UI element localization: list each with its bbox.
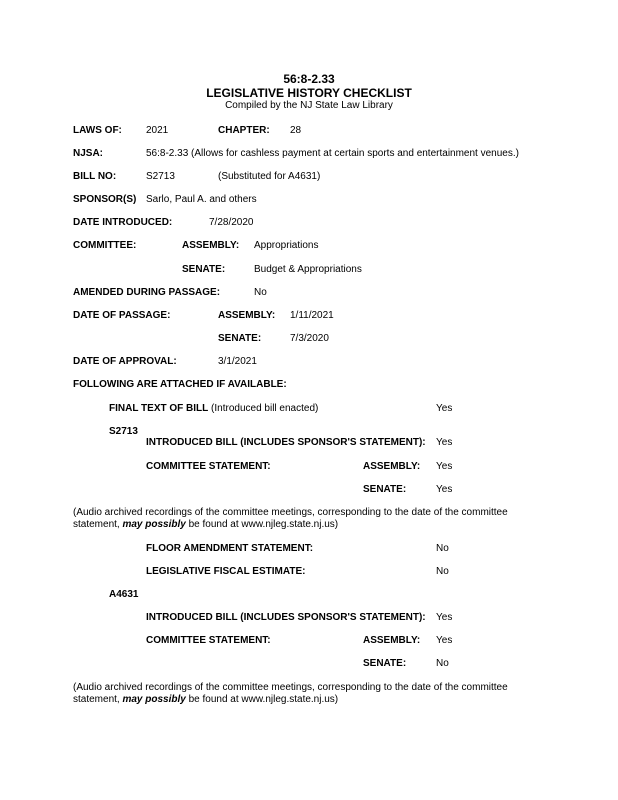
date-of-approval-value: 3/1/2021 xyxy=(218,356,257,367)
s-fiscal-value: No xyxy=(436,566,449,577)
committee-senate-label: SENATE: xyxy=(182,264,226,275)
laws-of-value: 2021 xyxy=(146,125,169,136)
committee-label: COMMITTEE: xyxy=(73,240,137,251)
a-bill-id: A4631 xyxy=(109,589,139,600)
a-audio-note xyxy=(73,682,533,706)
attached-heading: FOLLOWING ARE ATTACHED IF AVAILABLE: xyxy=(73,379,287,390)
laws-of-label: LAWS OF: xyxy=(73,125,122,136)
a-audio-note-emphasis: may possibly xyxy=(122,694,186,705)
a-introduced-label: INTRODUCED BILL (INCLUDES SPONSOR'S STATEMENT): xyxy=(146,612,426,623)
citation-heading: 56:8-2.33 xyxy=(283,72,335,86)
amended-value: No xyxy=(254,287,267,298)
s-floor-value: No xyxy=(436,543,449,554)
committee-assembly-value: Appropriations xyxy=(254,240,319,251)
a-committee-assembly-value: Yes xyxy=(436,635,453,646)
final-text-note: (Introduced bill enacted) xyxy=(211,403,319,414)
sponsors-value: Sarlo, Paul A. and others xyxy=(146,194,257,205)
final-text-row xyxy=(109,403,318,415)
chapter-value: 28 xyxy=(290,125,302,136)
a-committee-assembly-label: ASSEMBLY: xyxy=(363,635,421,646)
a-committee-senate-value: No xyxy=(436,658,449,669)
date-of-passage-label: DATE OF PASSAGE: xyxy=(73,310,171,321)
njsa-label: NJSA: xyxy=(73,148,104,159)
s-audio-note-b: be found at www.njleg.state.nj.us) xyxy=(185,519,339,530)
date-introduced-label: DATE INTRODUCED: xyxy=(73,217,173,228)
s-introduced-value: Yes xyxy=(436,437,453,448)
passage-assembly-value: 1/11/2021 xyxy=(290,310,334,321)
njsa-value: 56:8-2.33 (Allows for cashless payment at certain sports and entertainment venues.) xyxy=(146,148,519,159)
committee-assembly-label: ASSEMBLY: xyxy=(182,240,240,251)
bill-no-note: (Substituted for A4631) xyxy=(218,171,321,182)
s-fiscal-label: LEGISLATIVE FISCAL ESTIMATE: xyxy=(146,566,306,577)
s-floor-label: FLOOR AMENDMENT STATEMENT: xyxy=(146,543,314,554)
final-text-value: Yes xyxy=(436,403,453,414)
sponsors-label: SPONSOR(S) xyxy=(73,194,137,205)
bill-no-value: S2713 xyxy=(146,171,175,182)
final-text-label: FINAL TEXT OF BILL xyxy=(109,403,209,414)
bill-no-label: BILL NO: xyxy=(73,171,117,182)
s-audio-note xyxy=(73,507,533,531)
s-audio-note-a: (Audio archived recordings of the committee meetings, corresponding to the date of the committee statement, xyxy=(73,507,508,530)
s-committee-assembly-label: ASSEMBLY: xyxy=(363,461,421,472)
a-audio-note-a: (Audio archived recordings of the committee meetings, corresponding to the date of the committee statement, xyxy=(73,682,508,705)
a-introduced-value: Yes xyxy=(436,612,453,623)
committee-senate-value: Budget & Appropriations xyxy=(254,264,362,275)
a-committee-label: COMMITTEE STATEMENT: xyxy=(146,635,271,646)
s-committee-senate-label: SENATE: xyxy=(363,484,407,495)
page-title: LEGISLATIVE HISTORY CHECKLIST xyxy=(206,86,412,100)
page-subtitle: Compiled by the NJ State Law Library xyxy=(225,100,393,111)
passage-senate-value: 7/3/2020 xyxy=(290,333,329,344)
a-committee-senate-label: SENATE: xyxy=(363,658,407,669)
s-committee-assembly-value: Yes xyxy=(436,461,453,472)
passage-assembly-label: ASSEMBLY: xyxy=(218,310,276,321)
a-audio-note-b: be found at www.njleg.state.nj.us) xyxy=(185,694,339,705)
date-introduced-value: 7/28/2020 xyxy=(209,217,254,228)
passage-senate-label: SENATE: xyxy=(218,333,262,344)
s-bill-id: S2713 xyxy=(109,426,138,437)
s-committee-senate-value: Yes xyxy=(436,484,453,495)
chapter-label: CHAPTER: xyxy=(218,125,270,136)
date-of-approval-label: DATE OF APPROVAL: xyxy=(73,356,177,367)
s-introduced-label: INTRODUCED BILL (INCLUDES SPONSOR'S STATEMENT): xyxy=(146,437,426,448)
s-audio-note-emphasis: may possibly xyxy=(122,519,186,530)
s-committee-label: COMMITTEE STATEMENT: xyxy=(146,461,271,472)
amended-label: AMENDED DURING PASSAGE: xyxy=(73,287,221,298)
